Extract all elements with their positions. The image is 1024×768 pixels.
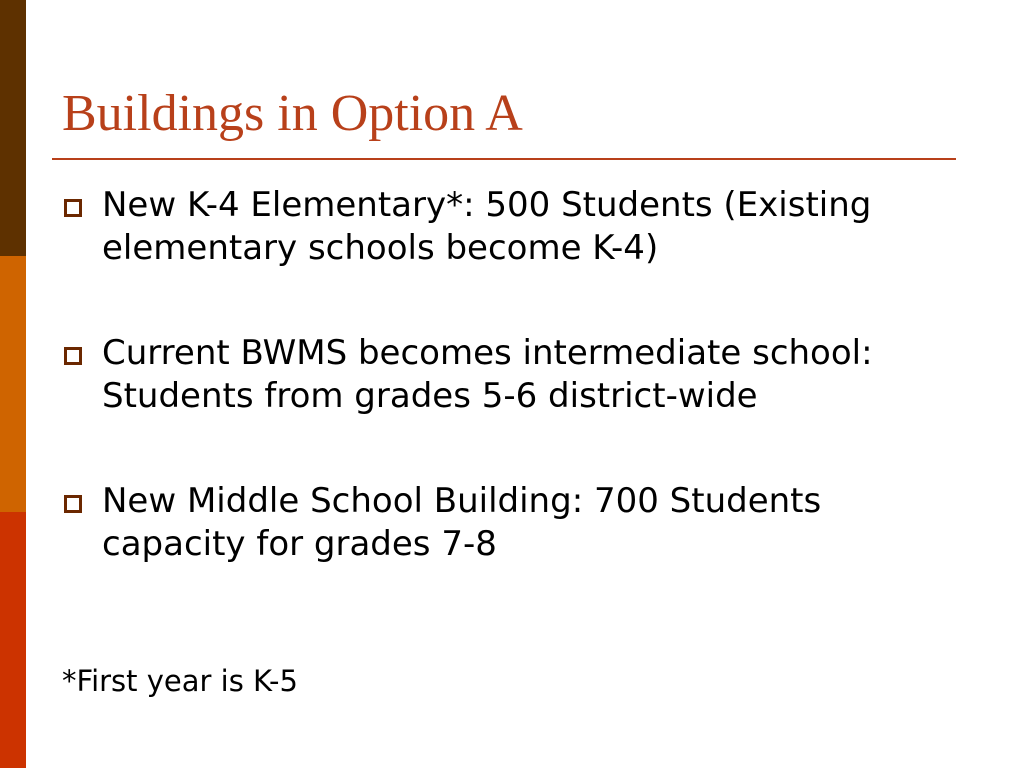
side-bar: [0, 0, 26, 768]
bullet-item: [62, 480, 962, 566]
side-bar-segment-middle: [0, 256, 26, 512]
bullet-text: New K-4 Elementary*: 500 Students (Existing elementary schools become K-4): [102, 185, 872, 268]
bullet-item: [62, 332, 962, 418]
hollow-square-bullet-icon: [64, 347, 82, 365]
bullet-text: New Middle School Building: 700 Students capacity for grades 7-8: [102, 481, 822, 564]
title-underline: [52, 158, 956, 160]
bullet-list: [62, 184, 962, 566]
hollow-square-bullet-icon: [64, 495, 82, 513]
footnote: *First year is K-5: [62, 664, 298, 698]
bullet-text: Current BWMS becomes intermediate school: Students from grades 5-6 district-wide: [102, 333, 873, 416]
slide-title: Buildings in Option A: [62, 85, 523, 142]
side-bar-segment-bottom: [0, 512, 26, 768]
hollow-square-bullet-icon: [64, 199, 82, 217]
side-bar-segment-top: [0, 0, 26, 256]
bullet-item: [62, 184, 962, 270]
